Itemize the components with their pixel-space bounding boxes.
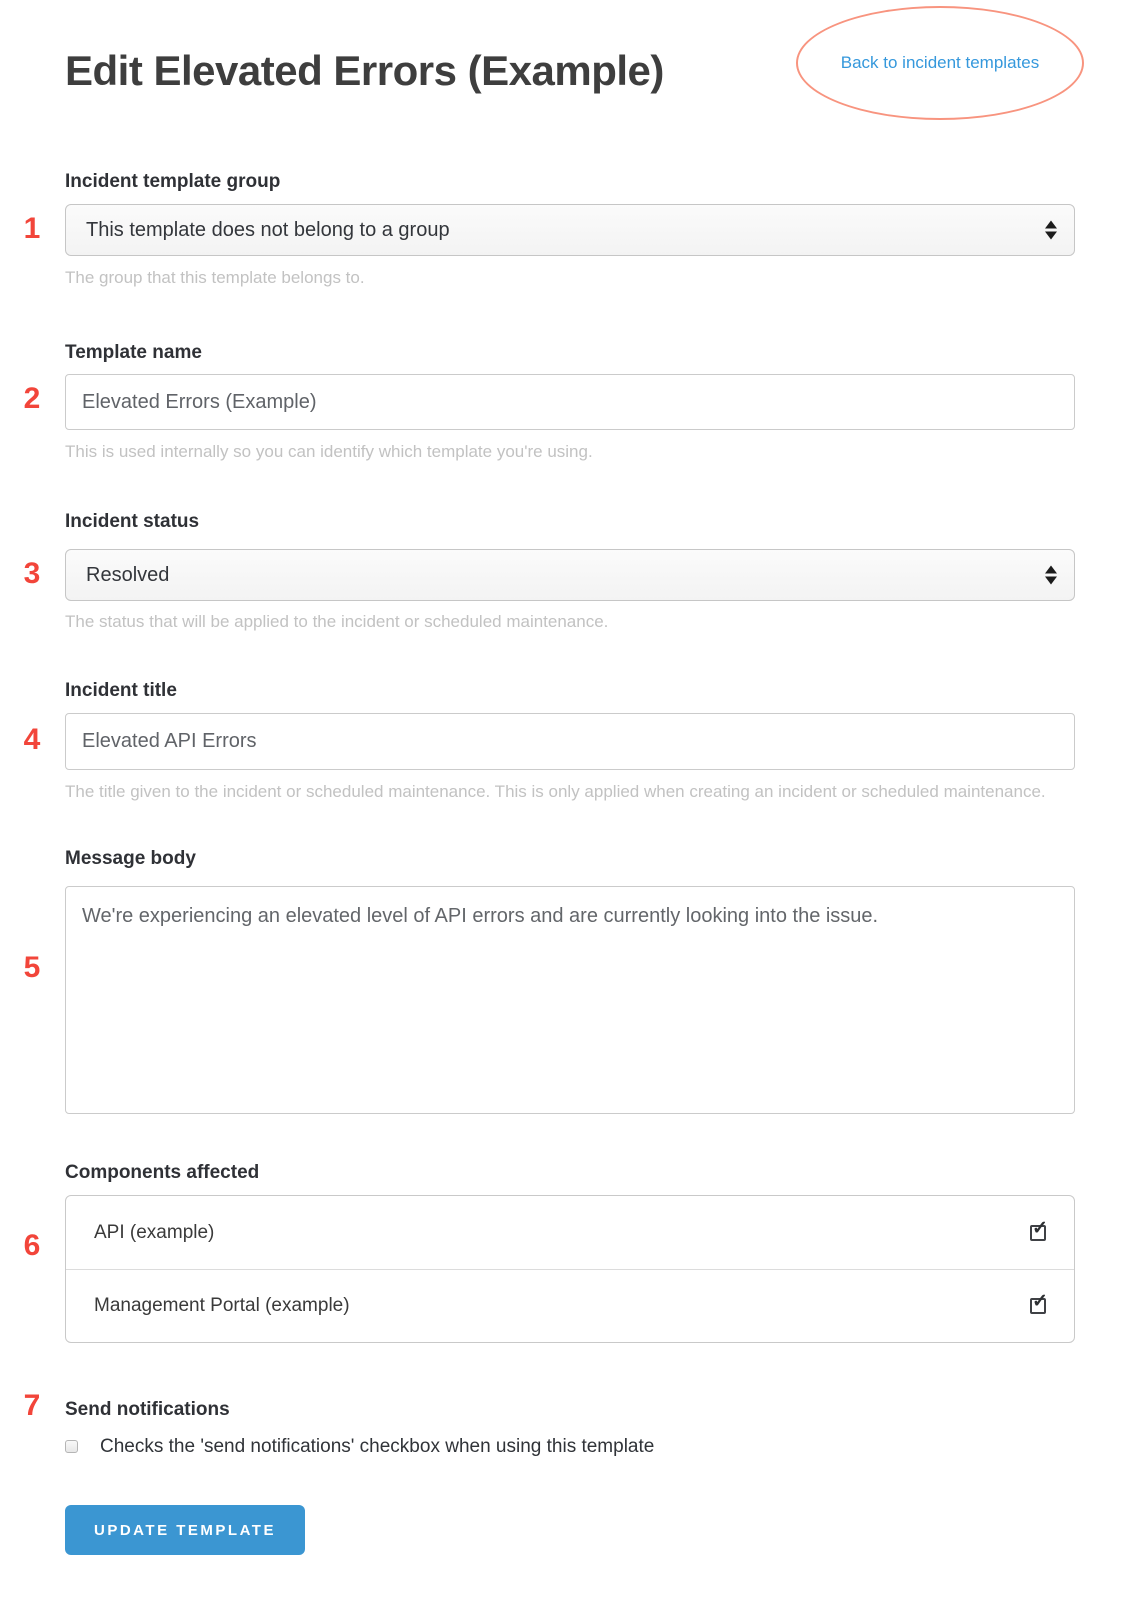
annotation-number-4: 4 xyxy=(23,723,41,756)
template-name-help: This is used internally so you can identify which template you're using. xyxy=(65,442,593,461)
incident-title-help: The title given to the incident or scheduled maintenance. This is only applied when creating an incident or scheduled maintenance. xyxy=(65,782,1046,801)
incident-template-group-help: The group that this template belongs to. xyxy=(65,268,365,287)
component-name: Management Portal (example) xyxy=(94,1295,350,1316)
check-icon: ✓ xyxy=(1032,1291,1048,1312)
unchecked-checkbox[interactable] xyxy=(65,1440,78,1453)
send-notifications-label: Send notifications xyxy=(65,1399,230,1420)
annotation-number-1: 1 xyxy=(23,212,41,245)
incident-status-label: Incident status xyxy=(65,511,200,532)
component-name: API (example) xyxy=(94,1221,215,1243)
template-name-input[interactable] xyxy=(65,374,1075,430)
component-row-management-portal[interactable] xyxy=(66,1269,1074,1342)
annotation-number-7: 7 xyxy=(23,1389,41,1422)
incident-status-value: Resolved xyxy=(86,563,170,586)
message-body-label: Message body xyxy=(65,848,196,869)
update-template-button[interactable]: UPDATE TEMPLATE xyxy=(65,1505,305,1555)
send-notifications-checkbox-label: Checks the 'send notifications' checkbox when using this template xyxy=(100,1436,655,1457)
annotation-number-2: 2 xyxy=(23,382,41,415)
components-affected-list xyxy=(65,1195,1075,1343)
checked-checkbox-icon[interactable] xyxy=(1030,1217,1048,1241)
component-row-api[interactable] xyxy=(66,1196,1074,1269)
incident-status-help: The status that will be applied to the incident or scheduled maintenance. xyxy=(65,612,609,631)
incident-template-group-select[interactable] xyxy=(65,204,1075,256)
send-notifications-row xyxy=(65,1436,1075,1458)
checked-checkbox-icon[interactable] xyxy=(1030,1291,1048,1314)
incident-title-input[interactable] xyxy=(65,713,1075,770)
annotation-number-5: 5 xyxy=(23,951,41,984)
incident-title-label: Incident title xyxy=(65,680,177,701)
message-body-textarea[interactable] xyxy=(65,886,1075,1114)
edit-template-form xyxy=(65,0,1075,1555)
incident-template-group-value: This template does not belong to a group xyxy=(86,218,450,241)
annotation-number-3: 3 xyxy=(23,557,41,590)
check-icon: ✓ xyxy=(1032,1217,1048,1239)
back-to-incident-templates-link[interactable]: Back to incident templates xyxy=(840,53,1040,72)
components-affected-label: Components affected xyxy=(65,1162,260,1183)
incident-template-group-label: Incident template group xyxy=(65,171,281,192)
template-name-label: Template name xyxy=(65,342,202,363)
select-up-down-arrows-icon xyxy=(1045,221,1057,240)
annotation-number-6: 6 xyxy=(23,1229,41,1262)
select-up-down-arrows-icon xyxy=(1045,566,1057,585)
page-title: Edit Elevated Errors (Example) xyxy=(65,47,664,94)
incident-status-select[interactable] xyxy=(65,549,1075,601)
